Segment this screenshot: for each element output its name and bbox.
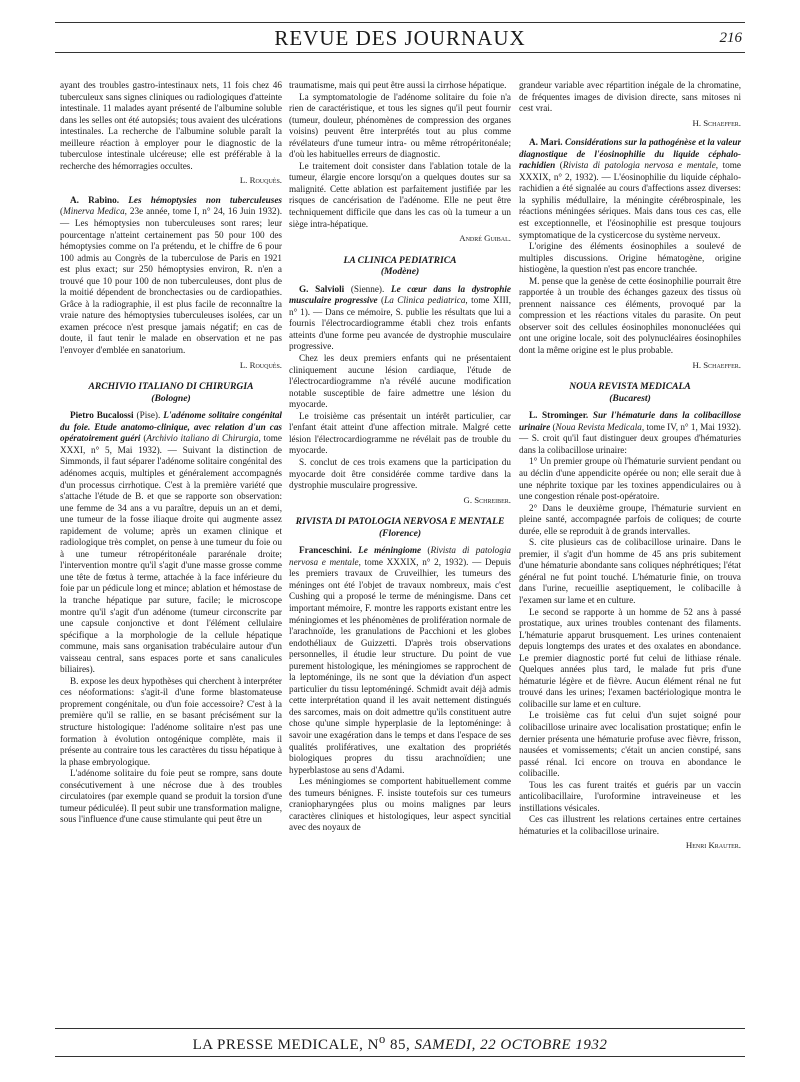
section-title: RIVISTA DI PATOLOGIA NERVOSA E MENTALE — [295, 516, 505, 528]
article-source: Rivista di patologia nervosa e mentale — [289, 545, 511, 567]
section-title: NOUA REVISTA MEDICALA — [569, 381, 691, 393]
article-salvioli: G. Salvioli (Sienne). Le cœur dans la dystrophie musculaire progressive (La Clinica pediatrica, tome XIII, n° 1). — Dans ce mémoire, S. publie les résultats que lui a fournis l'électrocardiogramme établi chez trois enfants atteints d'une forme peu avancée de dystrophie musculaire progressive. — [289, 283, 511, 352]
article-author: A. Rabino. — [70, 194, 120, 205]
signature: H. Schaeffer. — [692, 359, 741, 370]
article-author: Pietro Bucalossi — [70, 410, 134, 421]
article-place: (Sienne). — [344, 283, 391, 294]
page-number: 216 — [719, 30, 742, 46]
signature: H. Schaeffer. — [692, 117, 741, 128]
paragraph: Le second se rapporte à un homme de 52 ans à passé prostatique, aux urines troubles contenant des filaments. L'hématurie apparut brusquement. Les urines contenaient depuis longtemps des urates et des oxalates en abondance. Le premier diagnostic porté fut celui de lithiase rénale. Quelques années plus tard, le malade fut pris d'une hématurie légère et de fièvre. Aucun élément rénal ne fut trouvé dans les urines; l'examen bactériologique montra le colibacille sur lame et en culture. — [519, 606, 741, 709]
footer-date: SAMEDI, 22 OCTOBRE 1932 — [414, 1037, 608, 1053]
article-bucalossi: Pietro Bucalossi (Pise). L'adénome solitaire congénital du foie. Etude anatomo-clinique, avec relation d'un cas opératoirement guéri (Archivio italiano di Chirurgia, tome XXXI, n° 5, Mai 1932). — Suivant la distinction de Simmonds, il faut séparer l'adénome solitaire congénital des adénomes acquis, multiples et généralement accompagnés d'un processus cirrhotique. C'est à la première variété que s'attache l'étude de B. et que se rapporte son observation: une femme de 34 ans a vu paraître, depuis un an et demi, une tumeur de la fosse iliaque droite qui augmente assez rapidement de volume; après un examen clinique et radiologique très complet, on pense à une tumeur du foie ou à une tumeur rétropéritonéale pararénale droite; l'intervention montre qu'il s'agit d'une masse grosse comme une tête de fœtus à terme, attachée à la face inférieure du foie par un pédicule long et mince; ablation et hémostase de la tranche hépatique par suture, facile; le microscope montre qu'il s'agit d'un adénome (tumeur circonscrite par une capsule conjonctive et dont l'élément cellulaire spécifique a la morphologie de la cellule hépatique commune, mais sans organisation trabéculaire autour d'un vaisseau central, sans espaces porte et sans canalicules biliaires). — [60, 410, 282, 675]
article-title: Le méningiome — [358, 545, 422, 556]
paragraph: Ces cas illustrent les relations certaines entre certaines hématuries et la colibacillose urinaire. — [519, 814, 741, 836]
paragraph: S. conclut de ces trois examens que la participation du myocarde doit être considérée comme tardive dans la dystrophie musculaire progressive. — [289, 456, 511, 491]
article-author: G. Salvioli — [299, 283, 345, 294]
article-source: Archivio italiano di Chirurgia — [146, 433, 259, 444]
article-title: L'adénome solitaire congénital du foie. Etude anatomo-clinique, avec relation d'un cas opératoirement guéri — [60, 410, 282, 444]
signature: André Guibal. — [459, 233, 511, 244]
paragraph: Chez les deux premiers enfants qui ne présentaient cliniquement aucune lésion cardiaque, l'étude de l'électrocardiogramme n'a révélé aucune modification notable susceptible de faire admettre une lésion du myocarde. — [289, 353, 511, 410]
article-strominger: L. Strominger. Sur l'hématurie dans la colibacillose urinaire (Noua Revista Medicala, tome IV, n° 1, Mai 1932). — S. croit qu'il faut distinguer deux groupes d'hématuries dans la colibacillose urinaire: — [519, 410, 741, 455]
signature: G. Schreiber. — [463, 494, 511, 505]
header-rule-top — [55, 22, 745, 23]
article-author: Franceschini. — [299, 545, 352, 556]
article-title: Sur l'hématurie dans la colibacillose urinaire — [519, 410, 741, 432]
signature: L. Rouquès. — [239, 175, 282, 186]
article-source: Noua Revista Medicala — [555, 421, 642, 432]
paragraph: M. pense que la genèse de cette éosinophilie pourrait être rapportée à un trouble des échanges gazeux des tissus où prennent naissance ces éléments, provoqué par la compression et les réactions vitales du parasite. On peut observer soit des cellules éosinophiles mononucléées qui ont une origine locale, soit des polynucléaires éosinophiles dont la même origine est le plus probable. — [519, 275, 741, 356]
footer-rule-top — [55, 1028, 745, 1029]
paragraph: 1° Un premier groupe où l'hématurie survient pendant ou au déclin d'une appendicite opérée ou non; elle serait due à une néphrite toxique par les toxines appendiculaires ou à une congestion rénale post-opératoire. — [519, 456, 741, 502]
footer-issue: 85, — [385, 1037, 415, 1053]
article-body: , tome IV, n° 1, Mai 1932). — S. croit qu'il faut distinguer deux groupes d'hématuries dans la colibacillose urinaire: — [519, 421, 741, 455]
column-2 — [289, 80, 511, 834]
paragraph: traumatisme, mais qui peut être aussi la cirrhose hépatique. — [289, 80, 507, 90]
paragraph: L'adénome solitaire du foie peut se rompre, sans doute consécutivement à une nécrose due à des troubles circulatoires (par exemple quand se produit la torsion d'une tumeur pédiculée). Il peut subir une transformation maligne, sous l'influence d'une cause stimulante qui peut être un — [60, 768, 282, 825]
paragraph: Tous les cas furent traités et guéris par un vaccin anticolibacillaire, l'uroformine intraveineuse et les instillations vésicales. — [519, 779, 741, 813]
article-title: Considérations sur la pathogénèse et la valeur diagnostique de l'éosinophilie du liquide céphalo-rachidien — [519, 137, 742, 171]
paragraph: 2° Dans le deuxième groupe, l'hématurie survient en pleine santé, accompagnée parfois de coliques; de courte durée, elle se reproduit à de grands intervalles. — [519, 502, 741, 536]
paragraph: La symptomatologie de l'adénome solitaire du foie n'a rien de caractéristique, et tous les signes qu'il peut fournir (tumeur, douleur, phénomènes de compression des organes voisins) peuvent être interprétés tout au plus comme révélateurs d'une tumeur intra- ou même rétropéritonéale; d'où les habituelles erreurs de diagnostic. — [289, 91, 511, 160]
paragraph: Le traitement doit consister dans l'ablation totale de la tumeur, élargie encore lorsqu'on a quelques doutes sur sa malignité. Cette ablation est parfaitement justifiée par les risques de cancérisation de l'adénome. Elle ne peut être techniquement difficile que dans les cas où la tumeur a un siège intra-hépatique. — [289, 160, 511, 229]
article-franceschini: Franceschini. Le méningiome (Rivista di patologia nervosa e mentale, tome XXXIX, n° 2, 1932). — Depuis les premiers travaux de Cruveilhier, les tumeurs des méninges ont été l'objet de travaux nombreux, mais c'est Cushing qui a proposé le terme de méningisme. Dans cet important mémoire, F. montre les rapports existant entre les méningiomes et les phénomènes de prolifération normale de l'arachnoïde, les granulations de Pacchioni et les globes endothéliaux de Guizzetti. D'après trois observations personnelles, il étudie leur structure. Du point de vue purement histologique, les méningiomes se rapprochent de la leptoméninge, ils ne sont que la déviation d'un aspect particulier du tissu leptoméningé. Schmidt avait déjà admis cette interprétation quand il les avait nettement distingués des sarcomes, mais on doit admettre qu'ils constituent autre chose qu'une simple hyperplasie de la leptoméninge: à savoir une exagération dans le temps et dans l'espace de ses qualités prolifératives, une exaltation des propriétés biologiques propres du tissu arachnoïdien; une hyperblastose au sens d'Adami. — [289, 545, 512, 775]
header-rule-bottom — [55, 52, 745, 53]
footer-rule-bottom — [55, 1056, 745, 1057]
article-title: Les hémoptysies non tuberculeuses — [128, 194, 282, 205]
article-source: La Clinica pediatrica — [384, 295, 466, 306]
paragraph: B. expose les deux hypothèses qui cherchent à interpréter ces néoformations: s'agit-il d'une forme blastomateuse proprement congénitale, ou d'un foie accessoire? C'est à la première qu'il se rallie, en se basant précisément sur la structure histologique: l'adénome solitaire n'est pas une formation à évolution ontogénique complète, mais il présente au contraire tous les caractères du tissu hépatique à la phase embryologique. — [60, 675, 282, 767]
paragraph: Le troisième cas fut celui d'un sujet soigné pour colibacillose urinaire avec localisation prostatique; enfin le dernier présenta une hématurie profuse avec fièvre, frisson, nausées et vomissements; c'était un ancien constipé, sans passé rénal. Ici encore on trouva en abondance le colibacille. — [519, 710, 741, 779]
article-body: , tome XXXI, n° 5, Mai 1932). — Suivant la distinction de Simmonds, il faut séparer l'adénome solitaire congénital des adénomes acquis, multiples et généralement accompagnés d'un processus cirrhotique. C'est à la première variété que s'attache l'étude de B. et que se rapporte son observation: une femme de 34 ans a vu paraître, depuis un an et demi, une tumeur de la fosse iliaque droite qui augmente assez rapidement de volume; après un examen clinique et radiologique très complet, on pense à une tumeur du foie ou à une tumeur rétropéritonéale pararénale droite; l'intervention montre qu'il s'agit d'une masse grosse comme une tête de fœtus à terme, attachée à la face inférieure du foie par un pédicule long et mince; ablation et hémostase de la tranche hépatique par suture, facile; le microscope montre qu'il s'agit d'un adénome (tumeur circonscrite par une capsule conjonctive et dont l'élément cellulaire spécifique a la morphologie de la cellule hépatique commune, mais sans organisation trabéculaire autour d'un vaisseau central, sans espaces porte et sans canalicules biliaires). — [60, 433, 282, 675]
signature: L. Rouquès. — [239, 359, 282, 370]
section-city: (Bucarest) — [609, 392, 651, 404]
paragraph: Les méningiomes se comportent habituellement comme des tumeurs bénignes. F. insiste toutefois sur ces tumeurs craniopharyngées plus ou moins malignes par leurs caractères cliniques et histologiques, leur aspect syncitial avec des noyaux de — [289, 776, 511, 833]
article-body: , 23e année, tome I, n° 24, 16 Juin 1932). — Les hémoptysies non tuberculeuses sont rares; leur pourcentage n'atteint certainement pas 50 pour 100 des hémoptysies comme on l'a prétendu, et le chiffre de 6 pour 100 admis au Congrès de la tuberculose de Paris en 1921 est plus exact; sur 250 hémoptysies environ, R. n'en a trouvé que 10 pour 100 de non tuberculeuses, dont plus de la moitié dépendent de bronchectasies ou de cardiopathies. Grâce à la radiographie, il est plus facile de reconnaître la vraie nature des hémoptysies tuberculeuses isolées, car un examen précoce n'est presque jamais négatif; en cas de doute, il faut tenir le malade en observation et ne pas l'envoyer d'emblée en sanatorium. — [60, 206, 282, 356]
column-3 — [519, 80, 741, 860]
paragraph: grandeur variable avec répartition inégale de la chromatine, de fréquentes images de division directe, sans mitoses ni cest vrai. — [519, 80, 741, 114]
paragraph: S. cite plusieurs cas de colibacillose urinaire. Dans le premier, il s'agit d'un homme de 45 ans pris subitement d'une hématurie abondante sans coliques néphrétiques; l'état général ne fut point touché. L'hématurie finie, on trouva dans l'urine, recueillie aseptiquement, le colibacille à l'examen sur lame et en culture. — [519, 537, 741, 605]
footer-journal: LA PRESSE MEDICALE, N — [192, 1037, 379, 1053]
article-source: Rivista di patologia nervosa e mentale — [562, 160, 716, 171]
column-1 — [60, 80, 282, 826]
section-city: (Bologne) — [151, 392, 191, 404]
article-source: Minerva Medica — [63, 206, 125, 217]
paragraph: ayant des troubles gastro-intestinaux nets, 11 fois chez 46 tuberculeux sans signes cliniques ou radiologiques d'atteinte intestinale. 11 malades ayant présenté de l'albumine soluble dans les selles ont été autopsiés; tous avaient des ulcérations intestinales. La recherche de l'albumine soluble paraît la meilleure réaction à employer pour le diagnostic de la tuberculose intestinale ulcéreuse; elle est préférable à la recherche des hémorragies occultes. — [60, 80, 282, 171]
article-body: , tome XIII, n° 1). — Dans ce mémoire, S. publie les résultats que lui a fournis l'électrocardiogramme établi chez trois enfants atteints d'une forme peu avancée de dystrophie musculaire progressive. — [289, 295, 511, 352]
page-footer — [0, 1032, 800, 1054]
article-author: L. Strominger. — [529, 410, 589, 421]
footer-issue-sup: o — [378, 1032, 386, 1046]
paragraph: Le troisième cas présentait un intérêt particulier, car l'enfant était atteint d'une affection mitrale. Malgré cette lésion l'électrocardiogramme ne révélait pas de trouble du myocarde. — [289, 410, 511, 456]
signature: Henri Krauter. — [685, 840, 741, 851]
section-title: ARCHIVIO ITALIANO DI CHIRURGIA — [88, 381, 254, 393]
paragraph: L'origine des éléments éosinophiles a soulevé de multiples discussions. Origine hématogène, origine histiogène, la question n'est pas encore tranchée. — [519, 241, 741, 275]
section-city: (Modène) — [380, 266, 420, 278]
section-city: (Florence) — [378, 527, 422, 539]
article-body: , tome XXXIX, n° 2, 1932). — L'éosinophilie du liquide céphalo-rachidien a été signalée au cours d'affections assez diverses: la syphilis médullaire, la méningite cérébrospinale, les réactions méningées sériques. Mais dans tous ces cas, elle est exceptionnelle, et l'éosinophilie est presque toujours symptomatique de la cysticercose du système nerveux. — [519, 160, 742, 240]
article-place: (Pise). — [133, 410, 164, 421]
article-author: A. Mari. — [529, 137, 563, 148]
page-title: REVUE DES JOURNAUX — [274, 26, 526, 50]
article-mari: A. Mari. Considérations sur la pathogénèse et la valeur diagnostique de l'éosinophilie du liquide céphalo-rachidien (Rivista di patologia nervosa e mentale, tome XXXIX, n° 2, 1932). — L'éosinophilie du liquide céphalo-rachidien a été signalée au cours d'affections assez diverses: la syphilis médullaire, la méningite cérébrospinale, les réactions méningées sériques. Mais dans tous ces cas, elle est exceptionnelle, et l'éosinophilie est presque toujours symptomatique de la cysticercose du système nerveux. — [519, 137, 742, 240]
article-title: Le cœur dans la dystrophie musculaire progressive — [289, 283, 511, 306]
article-rabino: A. Rabino. Les hémoptysies non tuberculeuses (Minerva Medica, 23e année, tome I, n° 24, 16 Juin 1932). — Les hémoptysies non tuberculeuses sont rares; leur pourcentage n'atteint certainement pas 50 pour 100 des hémoptysies comme on l'a prétendu, et le chiffre de 6 pour 100 admis au Congrès de la tuberculose de Paris en 1921 est plus exact; sur 250 hémoptysies environ, R. n'en a trouvé que 10 pour 100 de non tuberculeuses, dont plus de la moitié dépendent de bronchectasies ou de cardiopathies. Grâce à la radiographie, il est plus facile de reconnaître la vraie nature des hémoptysies tuberculeuses isolées, car un examen précoce n'est presque jamais négatif; en cas de doute, il faut tenir le malade en observation et ne pas l'envoyer d'emblée en sanatorium. — [60, 194, 282, 356]
section-title: LA CLINICA PEDIATRICA — [343, 254, 457, 266]
article-body: , tome XXXIX, n° 2, 1932). — Depuis les premiers travaux de Cruveilhier, les tumeurs des méninges ont été l'objet de travaux nombreux, mais c'est Cushing qui a proposé le terme de méningisme. Dans cet important mémoire, F. montre les rapports existant entre les méningiomes et les phénomènes de prolifération normale de l'arachnoïde, les granulations de Pacchioni et les globes endothéliaux de Guizzetti. D'après trois observations personnelles, il étudie leur structure. Du point de vue purement histologique, les méningiomes se rapprochent de la leptoméninge, ils ne sont que la déviation d'un aspect particulier du tissu leptoméningé. Schmidt avait déjà admis cette interprétation quand il les avait nettement distingués des sarcomes, mais on doit admettre qu'ils constituent autre chose qu'une simple hyperplasie de la leptoméninge: à savoir une exagération dans le temps et dans l'espace de ses qualités prolifératives, une exaltation des propriétés biologiques propres du tissu arachnoïdien; une hyperblastose au sens d'Adami. — [289, 556, 512, 775]
